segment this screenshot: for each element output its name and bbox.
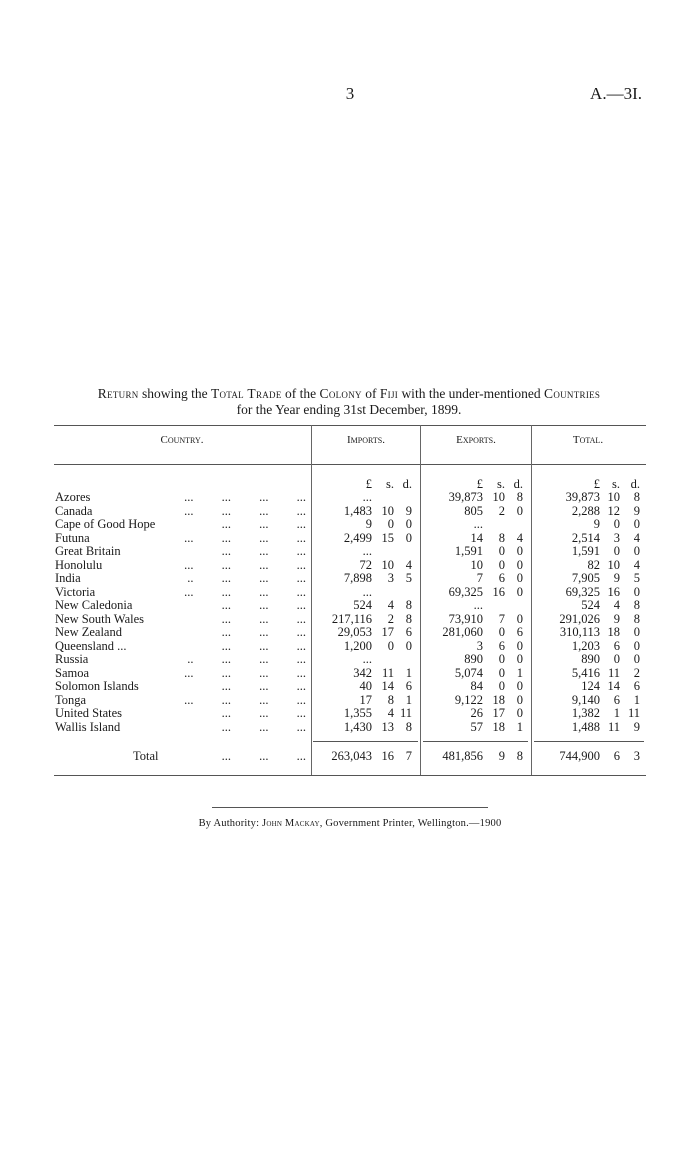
imp-pounds: 342	[353, 665, 372, 680]
leader-dots: ... ... ...	[221, 517, 306, 531]
header-imports: Imports.	[347, 434, 385, 446]
imp-shillings	[374, 491, 394, 505]
tot-pence: 0	[633, 625, 640, 639]
exp-pounds: 805	[464, 503, 483, 518]
tot-pounds: 310,113	[559, 625, 600, 639]
leader-dots: ... ... ...	[221, 706, 306, 720]
imp-pence: 0	[405, 517, 412, 531]
exp-shillings: 2	[498, 503, 505, 518]
imp-shillings: 0	[387, 517, 394, 531]
leader-dots: ... ... ... ...	[184, 692, 306, 707]
exp-shillings: 8	[498, 530, 505, 545]
leader-dots: ... ... ... ...	[184, 503, 306, 518]
title-line-2: for the Year ending 31st December, 1899.	[236, 402, 462, 417]
imp-pounds: 17	[359, 692, 372, 707]
imp-pence: 8	[405, 598, 412, 612]
exp-pence: 1	[516, 719, 523, 734]
imp-pounds: 1,483	[343, 503, 372, 518]
exp-pence: 4	[516, 530, 523, 545]
exp-shillings: 0	[498, 544, 505, 558]
tot-pence: 1	[633, 692, 640, 707]
leader-dots: ... ... ...	[221, 719, 306, 734]
tot-shillings: 18	[607, 625, 620, 639]
tot-shillings: 4	[613, 598, 620, 612]
leader-dots: ... ... ...	[221, 638, 306, 653]
imp-shillings: 3	[387, 571, 394, 585]
country-name: India	[55, 571, 81, 585]
imprint-name: John Mackay	[262, 818, 320, 829]
leader-dots: ... ... ...	[221, 679, 306, 693]
exp-pounds: 3	[476, 638, 483, 653]
title-word-return: Return	[97, 386, 139, 401]
imp-shillings: 2	[387, 611, 394, 626]
exp-pence: 0	[516, 503, 523, 518]
header-exports: Exports.	[456, 434, 496, 446]
exp-shillings: 0	[498, 665, 505, 680]
imp-pounds: ...	[362, 544, 372, 558]
column-divider	[420, 425, 421, 775]
exp-pence: 0	[516, 611, 523, 626]
country-name: Solomon Islands	[55, 679, 139, 693]
tot-pence: 4	[633, 557, 640, 572]
tot-pence: 9	[633, 503, 640, 518]
exp-pounds: 26	[470, 706, 483, 720]
tot-pounds: 524	[581, 598, 600, 612]
exp-pounds: 481,856	[442, 749, 483, 763]
tot-pounds: 744,900	[559, 749, 600, 763]
imp-shillings: 4	[387, 706, 394, 720]
imp-shillings	[374, 586, 394, 600]
imp-shillings: 10	[381, 557, 394, 572]
tot-pounds: 2,514	[571, 530, 600, 545]
exp-pounds: 281,060	[442, 625, 483, 639]
tot-pence: 4	[633, 530, 640, 545]
tot-pounds: 39,873	[565, 490, 600, 504]
imp-pounds: 2,499	[343, 530, 372, 545]
header-bottom-rule	[54, 464, 646, 465]
table-bottom-rule	[54, 775, 646, 776]
tot-shillings: 11	[607, 719, 620, 734]
tot-pounds: 69,325	[565, 584, 600, 599]
imp-pounds: ...	[362, 490, 372, 504]
country-name: Cape of Good Hope	[55, 517, 156, 531]
exp-pounds: 7	[476, 571, 483, 585]
tot-pence: 8	[633, 490, 640, 504]
tot-pence: 9	[633, 719, 640, 734]
exp-pence: 1	[516, 665, 523, 680]
tot-shillings: 0	[613, 652, 620, 666]
imprint-prefix: By Authority:	[198, 818, 263, 829]
page-reference: A.—3I.	[590, 84, 642, 103]
tot-shillings: 0	[613, 517, 620, 531]
tot-pounds: 7,905	[571, 571, 600, 585]
exp-pounds: ...	[473, 517, 483, 531]
exp-pounds: 39,873	[448, 490, 483, 504]
imp-pence	[392, 586, 412, 600]
exp-pence: 0	[516, 692, 523, 707]
tot-pounds: 124	[581, 679, 600, 693]
tot-shillings: 10	[607, 557, 620, 572]
total-label: Total	[133, 749, 159, 763]
imp-pence	[392, 545, 412, 559]
imp-shillings	[374, 653, 394, 667]
sum-rule-total	[534, 741, 644, 742]
exp-shillings: 0	[498, 652, 505, 666]
imp-pounds: ...	[362, 584, 372, 599]
tot-pence: 0	[633, 584, 640, 599]
page-number: 3	[345, 84, 355, 103]
exp-pounds: 890	[464, 652, 483, 666]
tot-pounds: 2,288	[571, 503, 600, 518]
column-divider	[531, 425, 532, 775]
imp-pence: 1	[405, 665, 412, 680]
imp-pounds: 9	[365, 517, 372, 531]
tot-pence: 0	[633, 652, 640, 666]
imp-pence: 4	[405, 557, 412, 572]
title-line-1	[54, 386, 644, 402]
exp-pence: 0	[516, 544, 523, 558]
imp-pence: 8	[405, 611, 412, 626]
title-text: of	[361, 386, 380, 401]
exp-pounds: 10	[470, 557, 483, 572]
tot-pence: 8	[633, 611, 640, 626]
country-name: Russia	[55, 652, 89, 666]
tot-shillings: 10	[607, 490, 620, 504]
exp-pence	[503, 599, 523, 613]
imp-shillings: 10	[381, 503, 394, 518]
leader-dots: ... ... ... ...	[184, 557, 306, 572]
country-name: Queensland ...	[55, 638, 127, 653]
imp-shillings: 15	[381, 530, 394, 545]
sum-rule-exports	[423, 741, 528, 742]
tot-shillings: 6	[613, 638, 620, 653]
exp-shillings	[485, 599, 505, 613]
imprint-suffix: , Government Printer, Wellington.—1900	[319, 818, 502, 829]
imp-pounds: 1,430	[343, 719, 372, 734]
imp-shillings: 4	[387, 598, 394, 612]
leader-dots: ... ... ... ...	[184, 530, 306, 545]
tot-pence: 0	[633, 638, 640, 653]
tot-shillings: 16	[607, 584, 620, 599]
imp-pounds: 72	[359, 557, 372, 572]
imp-pounds: 29,053	[337, 625, 372, 639]
imp-pounds: 40	[359, 679, 372, 693]
exp-pounds: ...	[473, 598, 483, 612]
country-name: Tonga	[55, 692, 87, 707]
imp-pence: 5	[405, 571, 412, 585]
country-name: New Zealand	[55, 625, 122, 639]
tot-pence: 11	[627, 706, 640, 720]
tot-pence: 0	[633, 544, 640, 558]
header-country: Country.	[160, 434, 204, 446]
title-word-countries: Countries	[544, 386, 601, 401]
country-name: Azores	[55, 490, 91, 504]
exp-pounds: 14	[470, 530, 483, 545]
imp-shillings: 11	[381, 665, 394, 680]
country-name: Futuna	[55, 530, 90, 545]
exp-shillings: 17	[492, 706, 505, 720]
tot-pounds: 1,203	[571, 638, 600, 653]
imp-shillings	[374, 545, 394, 559]
imp-shillings: 8	[387, 692, 394, 707]
table-top-rule	[54, 425, 646, 426]
imp-pence: 8	[405, 719, 412, 734]
exp-shillings: 9	[498, 749, 505, 763]
unit-pence: d.	[513, 477, 523, 491]
tot-pounds: 291,026	[559, 611, 600, 626]
tot-shillings: 6	[613, 692, 620, 707]
tot-shillings: 3	[613, 530, 620, 545]
imp-shillings: 13	[381, 719, 394, 734]
imp-pence	[392, 653, 412, 667]
country-name: Honolulu	[55, 557, 103, 572]
title-word-total-trade: Total Trade	[210, 386, 282, 401]
unit-pence: d.	[402, 477, 412, 491]
exp-pence: 0	[516, 584, 523, 599]
tot-shillings: 0	[613, 544, 620, 558]
exp-pence: 8	[516, 749, 523, 763]
leader-dots: ... ... ... ...	[184, 665, 306, 680]
tot-shillings: 9	[613, 571, 620, 585]
leader-dots: ... ... ...	[221, 598, 306, 612]
exp-shillings	[485, 518, 505, 532]
country-name: New South Wales	[55, 611, 145, 626]
tot-pounds: 82	[587, 557, 600, 572]
imp-pounds: ...	[362, 652, 372, 666]
unit-shillings: s.	[612, 477, 620, 491]
tot-pence: 8	[633, 598, 640, 612]
tot-pence: 2	[633, 665, 640, 680]
exp-pence: 0	[516, 706, 523, 720]
unit-pounds: £	[593, 477, 600, 491]
title-word-colony: Colony	[319, 386, 362, 401]
table-title	[54, 386, 644, 418]
printer-imprint	[0, 818, 700, 829]
leader-dots: ... ... ...	[221, 611, 306, 626]
country-name: Wallis Island	[55, 719, 121, 734]
unit-shillings: s.	[497, 477, 505, 491]
exp-pounds: 5,074	[454, 665, 483, 680]
leader-dots: ... ... ... ...	[184, 490, 306, 504]
exp-pence: 6	[516, 625, 523, 639]
exp-shillings: 6	[498, 638, 505, 653]
imp-pence: 0	[405, 638, 412, 653]
imp-pounds: 217,116	[331, 611, 372, 626]
unit-pounds: £	[365, 477, 372, 491]
tot-pounds: 1,591	[571, 544, 600, 558]
exp-shillings: 0	[498, 679, 505, 693]
tot-pounds: 5,416	[571, 665, 600, 680]
tot-pounds: 9,140	[571, 692, 600, 707]
exp-pence: 0	[516, 679, 523, 693]
exp-pence	[503, 518, 523, 532]
imp-pence: 11	[399, 706, 412, 720]
exp-pence: 0	[516, 652, 523, 666]
exp-pence: 0	[516, 638, 523, 653]
tot-pence: 6	[633, 679, 640, 693]
exp-pence: 8	[516, 490, 523, 504]
exp-shillings: 0	[498, 625, 505, 639]
imp-pounds: 7,898	[343, 571, 372, 585]
exp-shillings: 10	[492, 490, 505, 504]
leader-dots: .. ... ... ...	[187, 571, 306, 585]
leader-dots: ... ... ...	[221, 749, 306, 763]
imp-pounds: 263,043	[331, 749, 372, 763]
imp-pence	[392, 491, 412, 505]
imp-shillings: 0	[387, 638, 394, 653]
imp-pence: 0	[405, 530, 412, 545]
header-total: Total.	[572, 434, 604, 446]
exp-pounds: 57	[470, 719, 483, 734]
title-text: with the under-mentioned	[398, 386, 545, 401]
imp-pounds: 524	[353, 598, 372, 612]
exp-shillings: 16	[492, 584, 505, 599]
imp-pounds: 1,355	[343, 706, 372, 720]
exp-shillings: 7	[498, 611, 505, 626]
imp-pence: 1	[405, 692, 412, 707]
country-name: Canada	[55, 503, 93, 518]
tot-pounds: 1,488	[571, 719, 600, 734]
tot-pounds: 890	[581, 652, 600, 666]
imp-pence: 9	[405, 503, 412, 518]
sum-rule-imports	[313, 741, 418, 742]
title-text: of the	[281, 386, 320, 401]
imp-shillings: 17	[381, 625, 394, 639]
unit-pence: d.	[630, 477, 640, 491]
unit-pounds: £	[476, 477, 483, 491]
exp-pounds: 9,122	[454, 692, 483, 707]
country-name: Great Britain	[55, 544, 121, 558]
imp-pence: 6	[405, 625, 412, 639]
country-name: New Caledonia	[55, 598, 133, 612]
exp-pounds: 84	[470, 679, 483, 693]
tot-shillings: 6	[613, 749, 620, 763]
tot-pence: 0	[633, 517, 640, 531]
leader-dots: ... ... ...	[221, 544, 306, 558]
tot-pence: 5	[633, 571, 640, 585]
tot-pounds: 9	[593, 517, 600, 531]
country-name: Samoa	[55, 665, 90, 680]
imp-shillings: 16	[381, 749, 394, 763]
exp-pence: 0	[516, 557, 523, 572]
exp-pence: 0	[516, 571, 523, 585]
exp-shillings: 18	[492, 719, 505, 734]
exp-pounds: 73,910	[448, 611, 483, 626]
exp-pounds: 69,325	[448, 584, 483, 599]
country-name: United States	[55, 706, 123, 720]
leader-dots: ... ... ...	[221, 625, 306, 639]
exp-shillings: 6	[498, 571, 505, 585]
imp-pounds: 1,200	[343, 638, 372, 653]
exp-pounds: 1,591	[454, 544, 483, 558]
tot-shillings: 14	[607, 679, 620, 693]
imp-pence: 6	[405, 679, 412, 693]
tot-shillings: 9	[613, 611, 620, 626]
country-name: Victoria	[55, 584, 96, 599]
tot-pounds: 1,382	[571, 706, 600, 720]
tot-shillings: 1	[613, 706, 620, 720]
title-word-fiji: Fiji	[379, 386, 399, 401]
imp-pence: 7	[405, 749, 412, 763]
footer-rule	[212, 807, 488, 808]
exp-shillings: 0	[498, 557, 505, 572]
unit-shillings: s.	[386, 477, 394, 491]
title-text: showing the	[138, 386, 211, 401]
tot-pence: 3	[633, 749, 640, 763]
leader-dots: ... ... ... ...	[184, 584, 306, 599]
tot-shillings: 11	[607, 665, 620, 680]
exp-shillings: 18	[492, 692, 505, 707]
tot-shillings: 12	[607, 503, 620, 518]
imp-shillings: 14	[381, 679, 394, 693]
leader-dots: .. ... ... ...	[187, 652, 306, 666]
